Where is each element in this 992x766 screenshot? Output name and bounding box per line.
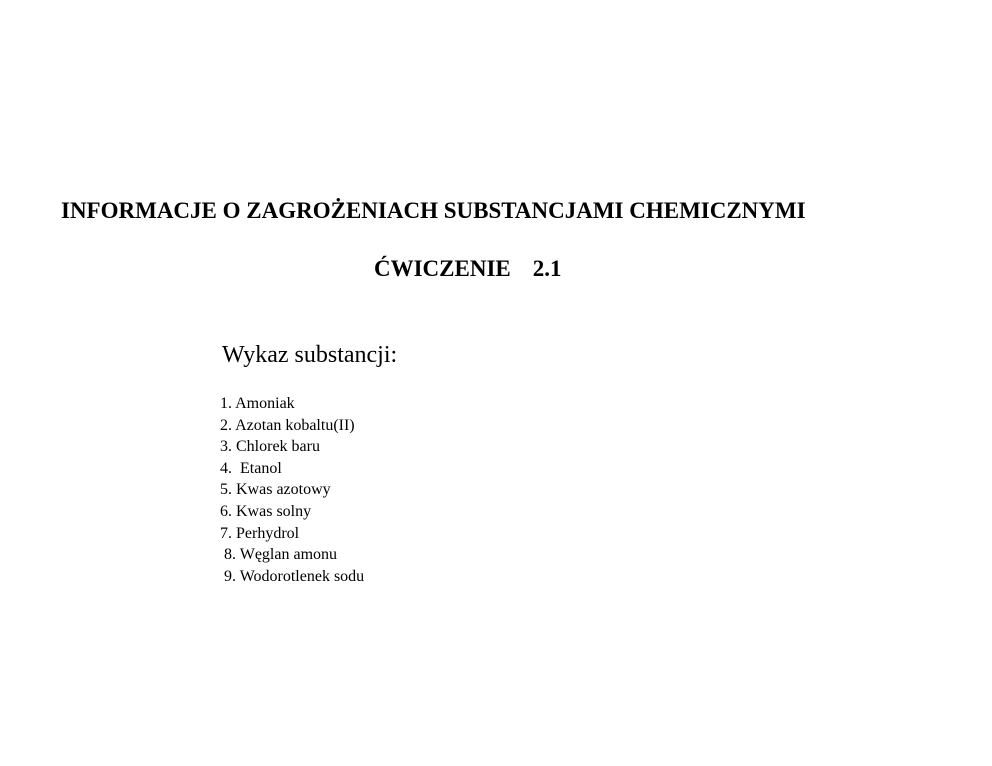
substance-list — [220, 393, 364, 587]
exercise-label: ĆWICZENIE — [374, 256, 511, 281]
list-item: 9. Wodorotlenek sodu — [224, 567, 365, 585]
document-title: INFORMACJE O ZAGROŻENIACH SUBSTANCJAMI CHEMICZNYMI — [61, 198, 806, 223]
list-item: 3. Chlorek baru — [220, 438, 320, 456]
list-item: 8. Węglan amonu — [224, 546, 338, 564]
list-item: 4. Etanol — [220, 459, 282, 477]
list-item: 1. Amoniak — [220, 395, 295, 412]
list-item: 7. Perhydrol — [220, 524, 300, 542]
list-item: 2. Azotan kobaltu(II) — [220, 416, 355, 434]
list-item: 6. Kwas solny — [220, 502, 312, 520]
exercise-heading — [374, 254, 562, 284]
exercise-number: 2.1 — [532, 256, 562, 281]
substance-list-heading: Wykaz substancji: — [222, 342, 398, 368]
list-item: 5. Kwas azotowy — [220, 481, 331, 499]
